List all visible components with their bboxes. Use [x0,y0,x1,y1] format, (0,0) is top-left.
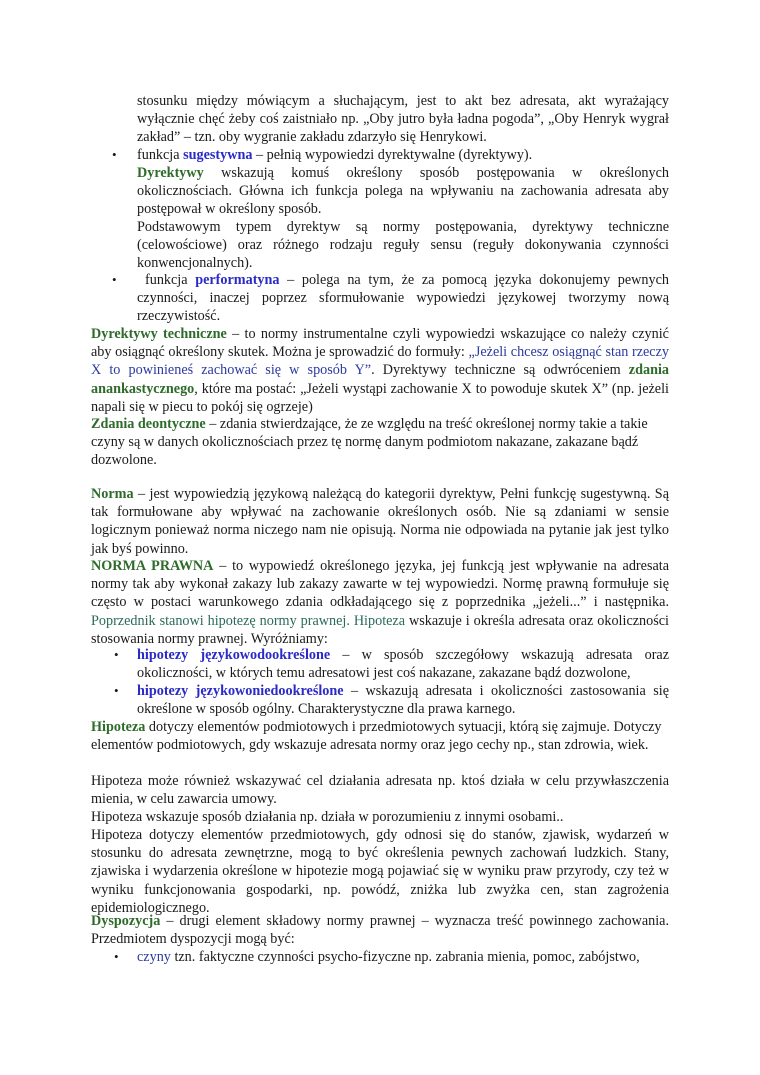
term-zdania-anankastycznego: zdania anankastycznego [91,362,669,397]
list-item-hipotezy-niedookreslone: hipotezy językowoniedookreślone – wskazują adresata i okoliczności zastosowania się określone w sposób ogólny. Charakterystyczne dla prawa karnego. [137,683,669,718]
bullet-marker: • [112,272,117,287]
term-zdania-deontyczne: Zdania deontyczne [91,416,206,432]
term-czyny: czyny [137,949,171,965]
term-norma: Norma [91,486,134,502]
term-performatyna: performatyna [195,272,280,288]
bullet-marker: • [112,147,117,162]
hipoteza-highlight: Poprzednik stanowi hipotezę normy prawnej. Hipoteza [91,612,406,629]
paragraph-dyrektywy: Dyrektywy wskazują komuś określony sposób postępowania w określonych okolicznościach. Główna ich funkcja polega na wpływaniu na zachowania adresata aby postępował w określony sposób. [137,165,669,218]
bullet-marker: • [114,949,119,964]
paragraph-hipoteza-sposob: Hipoteza wskazuje sposób działania np. działa w porozumieniu z innymi osobami.. [91,809,564,825]
paragraph-dyspozycja: Dyspozycja – drugi element składowy normy prawnej – wyznacza treść powinnego zachowania. Przedmiotem dyspozycji mogą być: [91,913,669,948]
term-hipoteza: Hipoteza [91,719,146,735]
bullet-marker: • [114,647,119,662]
paragraph-norma-prawna: NORMA PRAWNA – to wypowiedź określonego języka, jej funkcją jest wpływanie na adresata normy tak aby wykonał zakazy lub zakazy zawarte w tej wypowiedzi. Normę prawną formułuje się często w postaci warunkowego zdania odkładającego się z poprzednika „jeżeli...” i następnika. Poprzednik stanowi hipotezę normy prawnej. Hipoteza wskazuje i określa adresata oraz okoliczności stosowania normy prawnej. Wyróżniamy: [91,558,669,647]
paragraph-hipoteza-cel: Hipoteza może również wskazywać cel działania adresata np. ktoś działa w celu przywłaszczenia mienia, w celu zawarcia umowy. [91,773,669,808]
paragraph-hipoteza-przedmiotowe: Hipoteza dotyczy elementów przedmiotowych, gdy odnosi się do stanów, zjawisk, wydarzeń w stosunku do adresata zewnętrzne, mogą to być określenia pewnych zachowań ludzkich. Stany, zjawiska i wydarzenia określone w hipotezie mogą pojawiać się w wyniku praw przyrody, czy też w wyniku funkcjonowania gospodarki, np. powódź, zniżka lub zwyżka cen, stan zagrożenia epidemiologicznego. [91,827,669,916]
term-sugestywna: sugestywna [183,147,253,163]
list-item-hipotezy-dookreslone: hipotezy językowodookreślone – w sposób szczegółowy wskazują adresata oraz okoliczności, w których temu adresatowi jest coś nakazane, zakazane bądź dozwolone, [137,647,670,682]
paragraph-norma: Norma – jest wypowiedzią językową należącą do kategorii dyrektyw, Pełni funkcję sugestywną. Są tak formułowane aby wpływać na zachowanie określonych osób. Nie są zdaniami w sensie logicznym ponieważ norma niczego nam nie opisują. Norma nie odpowiada na pytanie jak jest tylko jak byś powinno. [91,486,669,557]
term-hipotezy-dookreslone: hipotezy językowodookreślone [137,647,331,663]
list-item-czyny: czyny tzn. faktyczne czynności psycho-fizyczne np. zabrania mienia, pomoc, zabójstwo, [137,949,640,965]
bullet-marker: • [114,683,119,698]
term-norma-prawna: NORMA PRAWNA [91,558,214,574]
paragraph-zdania-deontyczne: Zdania deontyczne – zdania stwierdzające, że ze względu na treść określonej normy takie a takie czyny są w danych okolicznościach przez tę normę danym podmiotom nakazane, zakazane bądź dozwolone. [91,416,648,469]
paragraph-text: stosunku między mówiącym a słuchającym, jest to akt bez adresata, akt wyrażający wyłącznie chęć żeby coś zaistniało np. „Oby jutro była ładna pogoda”, „Oby Henryk wygrał zakład” – tzn. oby wygranie zakładu zdarzyło się Henrykowi. [137,93,669,146]
paragraph-podstawowym: Podstawowym typem dyrektyw są normy postępowania, dyrektywy techniczne (celowościowe) oraz różnego rodzaju reguły sensu (reguły dokonywania czynności konwencjonalnych). [137,219,669,272]
term-hipotezy-niedookreslone: hipotezy językowoniedookreślone [137,683,344,699]
paragraph-hipoteza-elementy: Hipoteza dotyczy elementów podmiotowych i przedmiotowych sytuacji, którą się zajmuje. Dotyczy elementów podmiotowych, gdy wskazuje adresata normy oraz jego cechy np., stan zdrowia, wiek. [91,719,662,754]
paragraph-continuation [137,92,669,147]
paragraph-dyrektywy-techniczne: Dyrektywy techniczne – to normy instrumentalne czyli wypowiedzi wskazujące co należy czynić aby osiągnąć określony skutek. Można je sprowadzić do formuły: „Jeżeli chcesz osiągnąć stan rzeczy X to powinieneś zachować się w sposób Y”. Dyrektywy techniczne są odwróceniem zdania anankastycznego, które ma postać: „Jeżeli wystąpi zachowanie X to powoduje skutek X” (np. jeżeli napali się w piecu to pokój się ogrzeje) [91,326,669,415]
formula-quote: „Jeżeli chcesz osiągnąć stan rzeczy X to powinieneś zachować się w sposób Y” [91,344,669,379]
term-dyspozycja: Dyspozycja [91,913,161,929]
term-dyrektywy-techniczne: Dyrektywy techniczne [91,326,227,342]
term-dyrektywy: Dyrektywy [137,165,204,181]
list-item-performative: funkcja performatyna – polega na tym, że za pomocą języka dokonujemy pewnych czynności, inaczej poprzez sformułowanie wypowiedzi językowej tworzymy nową rzeczywistość. [137,272,670,325]
list-item-suggestive: funkcja sugestywna – pełnią wypowiedzi dyrektywalne (dyrektywy). [137,147,533,163]
